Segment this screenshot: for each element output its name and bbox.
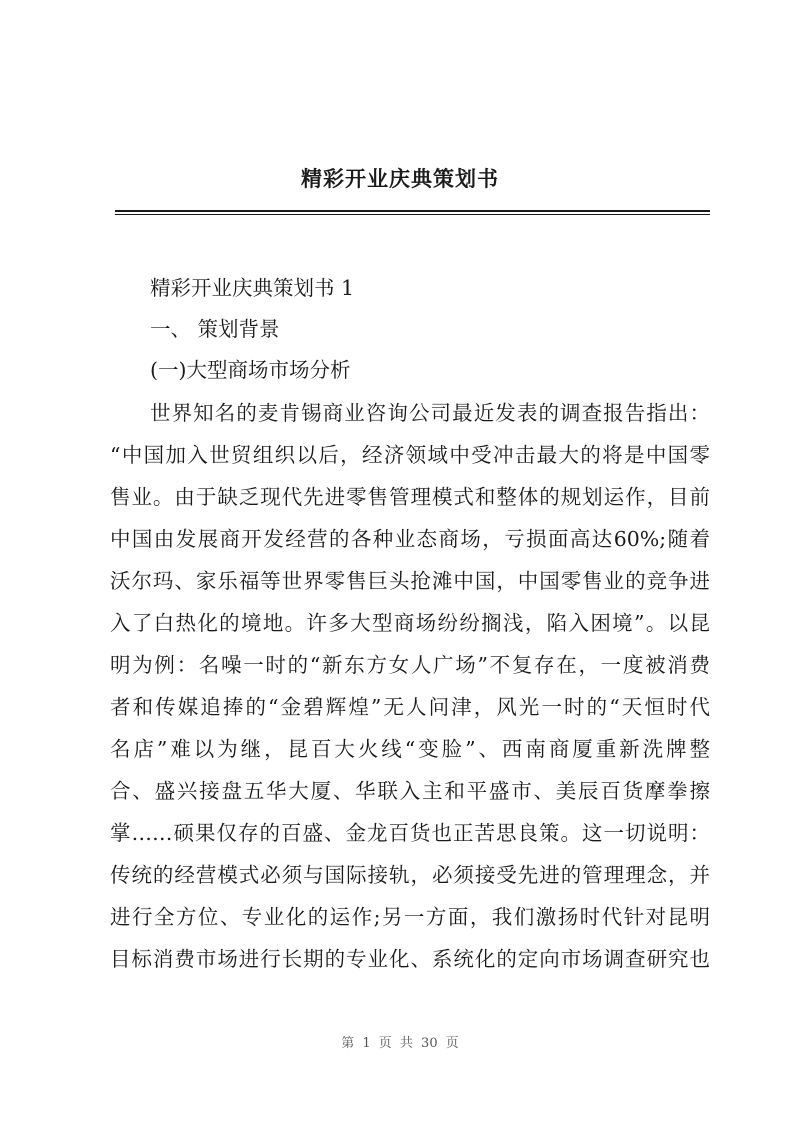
- section-heading: 一、 策划背景: [150, 317, 280, 341]
- paragraph-line: 中国由发展商开发经营的各种业态商场，亏损面高达60%;随着: [110, 527, 710, 551]
- paragraph-line: 者和传媒追捧的“金碧辉煌”无人问津，风光一时的“天恒时代: [110, 695, 710, 719]
- paragraph-line: 名店”难以为继，昆百大火线“变脸”、西南商厦重新洗牌整: [110, 737, 710, 761]
- paragraph-line: 明为例：名噪一时的“新东方女人广场”不复存在，一度被消费: [110, 653, 710, 677]
- page-footer: 第 1 页 共 30 页: [341, 1036, 459, 1051]
- title-rule: [115, 210, 710, 212]
- paragraph-line: 传统的经营模式必须与国际接轨，必须接受先进的管理理念，并: [110, 863, 710, 887]
- paragraph-line: 合、盛兴接盘五华大厦、华联入主和平盛市、美辰百货摩拳擦: [110, 779, 710, 803]
- paragraph-line: 掌……硕果仅存的百盛、金龙百货也正苦思良策。这一切说明：: [110, 821, 710, 845]
- document-title: 精彩开业庆典策划书: [301, 166, 499, 191]
- paragraph-line: 世界知名的麦肯锡商业咨询公司最近发表的调查报告指出：: [150, 401, 710, 425]
- paragraph-line: 沃尔玛、家乐福等世界零售巨头抢滩中国，中国零售业的竞争进: [110, 569, 710, 593]
- subsection-heading: (一)大型商场市场分析: [150, 358, 351, 382]
- paragraph-line: 售业。由于缺乏现代先进零售管理模式和整体的规划运作，目前: [110, 485, 710, 509]
- document-heading: 精彩开业庆典策划书 1: [150, 276, 355, 300]
- paragraph-line: 进行全方位、专业化的运作;另一方面，我们激扬时代针对昆明: [110, 905, 710, 929]
- paragraph-line: “中国加入世贸组织以后，经济领域中受冲击最大的将是中国零: [110, 443, 710, 467]
- paragraph-line: 入了白热化的境地。许多大型商场纷纷搁浅，陷入困境”。以昆: [110, 611, 710, 635]
- title-rule-thin: [115, 214, 710, 215]
- paragraph-line: 目标消费市场进行长期的专业化、系统化的定向市场调查研究也: [110, 947, 710, 971]
